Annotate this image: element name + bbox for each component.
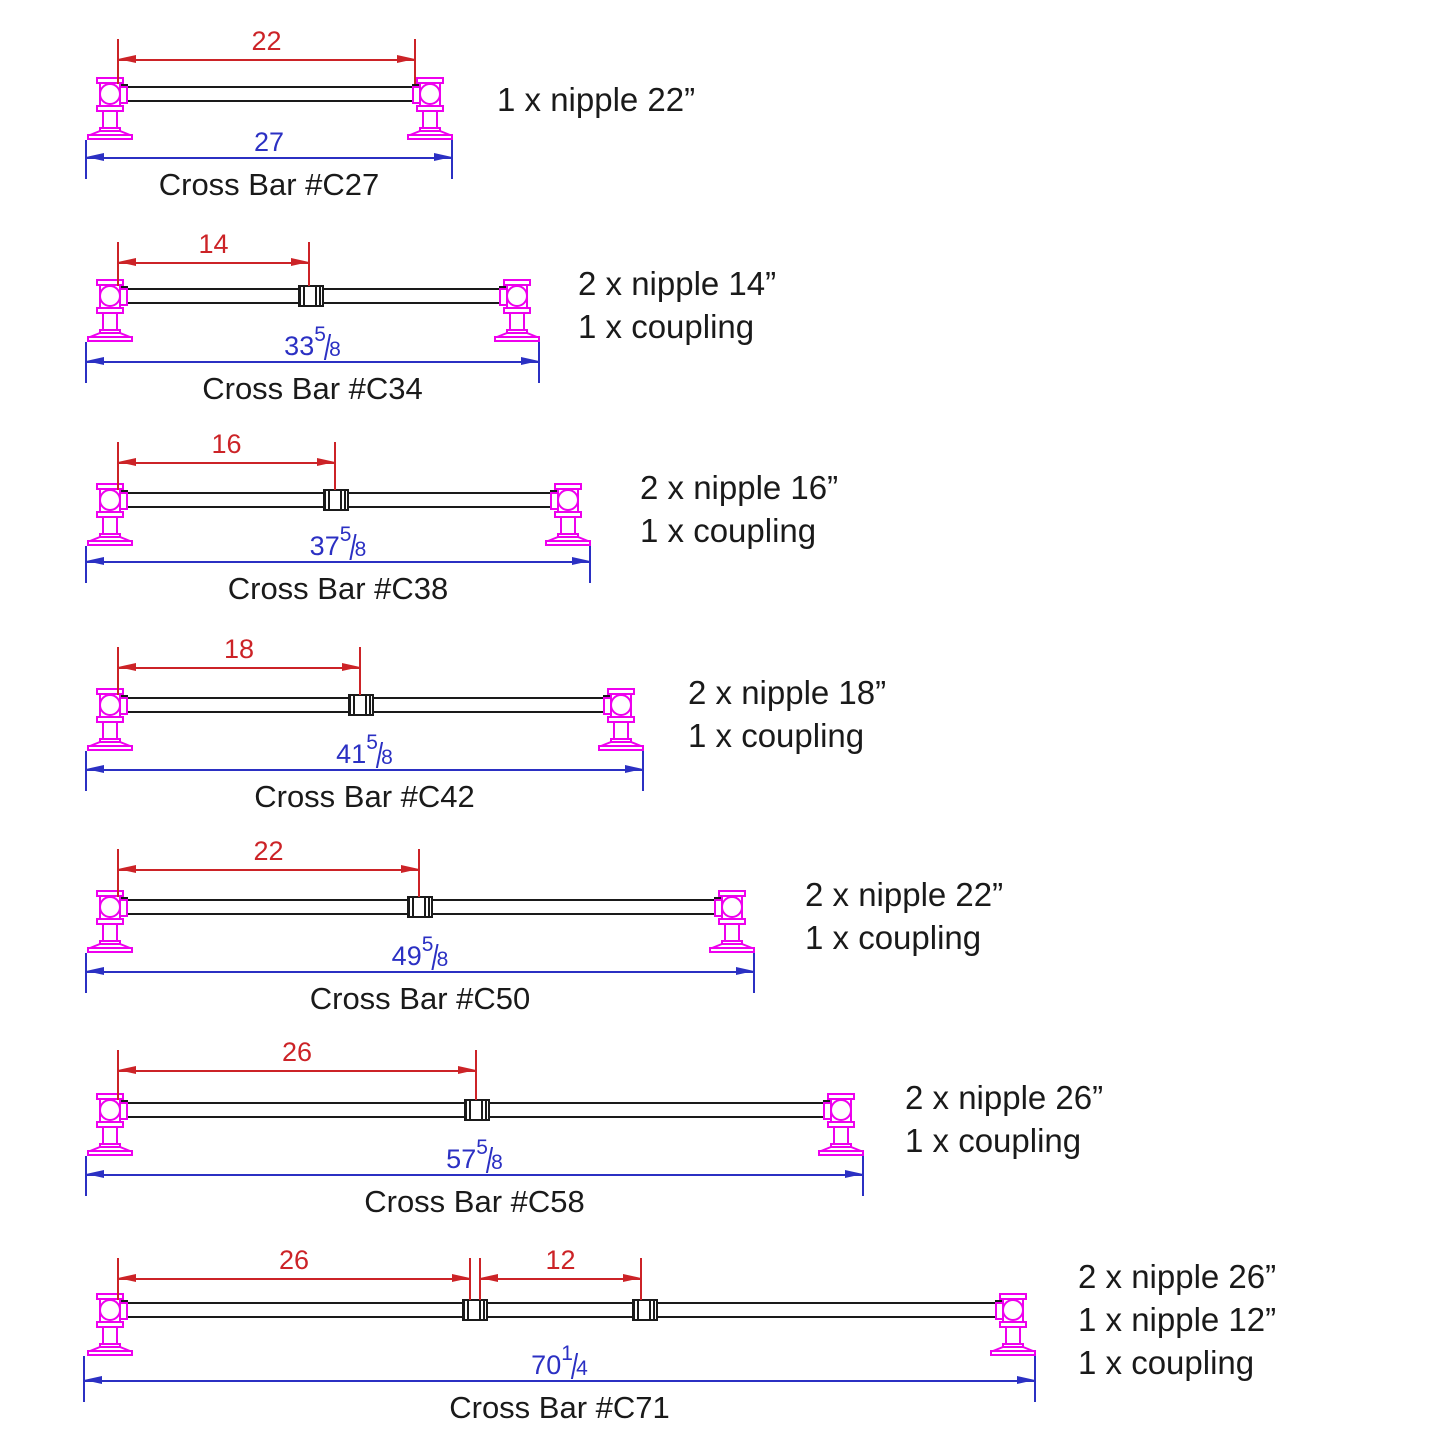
dim-arrow-left-icon bbox=[86, 765, 104, 773]
overall-dim-frac-denominator: 8 bbox=[329, 338, 341, 361]
floor-flange-left-icon bbox=[86, 887, 134, 953]
dim-arrow-left-icon bbox=[118, 458, 136, 466]
coupling-band bbox=[463, 1299, 469, 1321]
parts-list-item: 2 x nipple 26” bbox=[905, 1079, 1104, 1116]
parts-list-item: 2 x nipple 14” bbox=[578, 265, 777, 302]
overall-dim-frac-denominator: 8 bbox=[436, 948, 449, 971]
dim-arrow-left-icon bbox=[84, 1376, 102, 1384]
nipple-dim-line bbox=[118, 869, 419, 871]
overall-dim-whole: 41 bbox=[336, 739, 367, 769]
nipple-dim-value: 22 bbox=[251, 26, 282, 56]
overall-dim-value bbox=[309, 523, 367, 562]
dim-arrow-left-icon bbox=[86, 1170, 104, 1178]
parts-list-item: 1 x nipple 22” bbox=[497, 81, 696, 118]
dim-extension-line bbox=[117, 442, 119, 490]
parts-list-item: 1 x coupling bbox=[640, 512, 817, 549]
dim-arrow-left-icon bbox=[86, 967, 104, 975]
parts-list-item: 1 x nipple 12” bbox=[1078, 1301, 1277, 1338]
parts-list-item: 1 x coupling bbox=[905, 1122, 1082, 1159]
crossbar-name-label: Cross Bar #C50 bbox=[309, 981, 531, 1016]
dim-extension-line bbox=[117, 849, 119, 897]
parts-list-item: 2 x nipple 18” bbox=[688, 674, 887, 711]
dim-extension-line bbox=[359, 647, 361, 695]
dim-arrow-left-icon bbox=[86, 153, 104, 161]
overall-dim-whole: 57 bbox=[446, 1144, 477, 1174]
dim-extension-line bbox=[334, 442, 336, 490]
dim-arrow-right-icon bbox=[401, 865, 419, 873]
floor-flange-left-icon bbox=[86, 276, 134, 342]
dim-arrow-right-icon bbox=[434, 153, 452, 161]
dim-arrow-right-icon bbox=[458, 1066, 476, 1074]
coupling-band bbox=[349, 694, 355, 716]
crossbar-name-label: Cross Bar #C38 bbox=[227, 571, 449, 606]
dim-arrow-left-icon bbox=[86, 557, 104, 565]
overall-dim-value bbox=[531, 1342, 588, 1381]
overall-dim-frac-denominator: 8 bbox=[381, 746, 393, 769]
dim-arrow-left-icon bbox=[118, 663, 136, 671]
overall-dim-frac-numerator: 5 bbox=[476, 1136, 488, 1159]
parts-list bbox=[905, 1076, 1103, 1162]
overall-dim-frac-numerator: 1 bbox=[561, 1342, 573, 1365]
crossbar-name-label: Cross Bar #C71 bbox=[449, 1390, 670, 1425]
dim-arrow-right-icon bbox=[397, 55, 415, 63]
nipple-dim-line bbox=[118, 462, 335, 464]
overall-dim-value bbox=[254, 127, 284, 158]
coupling-band bbox=[340, 489, 346, 511]
nipple-dim-value: 26 bbox=[278, 1245, 310, 1275]
dim-arrow-right-icon bbox=[623, 1274, 641, 1282]
nipple-dim-value: 14 bbox=[198, 229, 229, 259]
nipple-dim-line bbox=[118, 667, 360, 669]
dim-arrow-left-icon bbox=[118, 55, 136, 63]
parts-list bbox=[497, 78, 695, 121]
parts-list-item: 2 x nipple 22” bbox=[805, 876, 1004, 913]
floor-flange-right-icon bbox=[544, 480, 592, 546]
parts-list-item: 1 x coupling bbox=[1078, 1344, 1255, 1381]
parts-list bbox=[578, 262, 776, 348]
overall-dim-value bbox=[284, 323, 341, 362]
dim-arrow-right-icon bbox=[736, 967, 754, 975]
floor-flange-left-icon bbox=[86, 74, 134, 140]
coupling-band bbox=[424, 896, 430, 918]
dim-arrow-right-icon bbox=[452, 1274, 470, 1282]
parts-list-item: 2 x nipple 26” bbox=[1078, 1258, 1277, 1295]
overall-dim-frac-numerator: 5 bbox=[366, 731, 378, 754]
floor-flange-right-icon bbox=[817, 1090, 865, 1156]
parts-list-item: 1 x coupling bbox=[688, 717, 865, 754]
overall-dim-value bbox=[391, 933, 449, 972]
coupling-band bbox=[315, 285, 321, 307]
overall-dim-whole: 49 bbox=[391, 941, 422, 971]
coupling-band bbox=[633, 1299, 639, 1321]
floor-flange-left-icon bbox=[86, 1090, 134, 1156]
nipple-dim-line bbox=[480, 1278, 641, 1280]
dim-arrow-left-icon bbox=[118, 865, 136, 873]
crossbar-name-label: Cross Bar #C42 bbox=[254, 779, 475, 814]
parts-list bbox=[1078, 1255, 1276, 1384]
pipe-nipple bbox=[119, 1302, 1004, 1318]
dim-arrow-right-icon bbox=[291, 258, 309, 266]
overall-dim-whole: 70 bbox=[531, 1350, 562, 1380]
overall-dim-whole: 37 bbox=[309, 531, 340, 561]
floor-flange-right-icon bbox=[989, 1290, 1037, 1356]
coupling-band bbox=[365, 694, 371, 716]
coupling-band bbox=[479, 1299, 485, 1321]
pipe-nipple bbox=[119, 86, 421, 102]
nipple-dim-value: 18 bbox=[223, 634, 255, 664]
overall-dim-frac-numerator: 5 bbox=[339, 523, 352, 546]
overall-dim-whole: 33 bbox=[284, 331, 315, 361]
dim-arrow-left-icon bbox=[118, 1274, 136, 1282]
dim-arrow-left-icon bbox=[86, 357, 104, 365]
dim-arrow-right-icon bbox=[1017, 1376, 1035, 1384]
overall-dim-frac-denominator: 8 bbox=[354, 538, 367, 561]
dim-extension-line bbox=[475, 1050, 477, 1100]
crossbar-name-label: Cross Bar #C58 bbox=[364, 1184, 585, 1219]
dim-arrow-right-icon bbox=[845, 1170, 863, 1178]
floor-flange-left-icon bbox=[86, 685, 134, 751]
dim-arrow-left-icon bbox=[480, 1274, 498, 1282]
coupling-band bbox=[408, 896, 414, 918]
overall-dim-frac-denominator: 8 bbox=[491, 1151, 503, 1174]
nipple-dim-line bbox=[118, 1278, 470, 1280]
parts-list-item: 1 x coupling bbox=[578, 308, 755, 345]
dim-arrow-right-icon bbox=[342, 663, 360, 671]
crossbar-name-label: Cross Bar #C34 bbox=[202, 371, 423, 406]
coupling-band bbox=[465, 1099, 471, 1121]
nipple-dim-value: 26 bbox=[281, 1037, 313, 1067]
nipple-dim-line bbox=[118, 262, 309, 264]
dim-extension-line bbox=[117, 1050, 119, 1100]
floor-flange-left-icon bbox=[86, 1290, 134, 1356]
overall-dim-value bbox=[446, 1136, 503, 1175]
crossbar-name-label: Cross Bar #C27 bbox=[158, 167, 380, 202]
parts-list bbox=[688, 671, 886, 757]
parts-list-item: 1 x coupling bbox=[805, 919, 982, 956]
floor-flange-left-icon bbox=[86, 480, 134, 546]
coupling-band bbox=[299, 285, 305, 307]
nipple-dim-line bbox=[118, 1070, 476, 1072]
overall-dim-frac-numerator: 5 bbox=[314, 323, 326, 346]
overall-dim-whole: 27 bbox=[253, 127, 285, 157]
dim-extension-line bbox=[117, 647, 119, 695]
nipple-dim-value: 22 bbox=[253, 836, 284, 866]
overall-dim-frac-denominator: 4 bbox=[576, 1357, 588, 1380]
overall-dim-value bbox=[336, 731, 393, 770]
dim-arrow-left-icon bbox=[118, 258, 136, 266]
dim-arrow-right-icon bbox=[572, 557, 590, 565]
floor-flange-right-icon bbox=[708, 887, 756, 953]
floor-flange-right-icon bbox=[597, 685, 645, 751]
coupling-band bbox=[324, 489, 330, 511]
dim-extension-line bbox=[418, 849, 420, 897]
parts-list-item: 2 x nipple 16” bbox=[640, 469, 839, 506]
floor-flange-right-icon bbox=[493, 276, 541, 342]
nipple-dim-value: 12 bbox=[545, 1245, 576, 1275]
overall-dim-frac-numerator: 5 bbox=[421, 933, 434, 956]
dim-arrow-right-icon bbox=[317, 458, 335, 466]
nipple-dim-value: 16 bbox=[211, 429, 242, 459]
dim-arrow-right-icon bbox=[521, 357, 539, 365]
parts-list bbox=[640, 466, 838, 552]
parts-list bbox=[805, 873, 1003, 959]
nipple-dim-line bbox=[118, 59, 415, 61]
dim-arrow-right-icon bbox=[625, 765, 643, 773]
coupling-band bbox=[649, 1299, 655, 1321]
coupling-band bbox=[481, 1099, 487, 1121]
dim-arrow-left-icon bbox=[118, 1066, 136, 1074]
